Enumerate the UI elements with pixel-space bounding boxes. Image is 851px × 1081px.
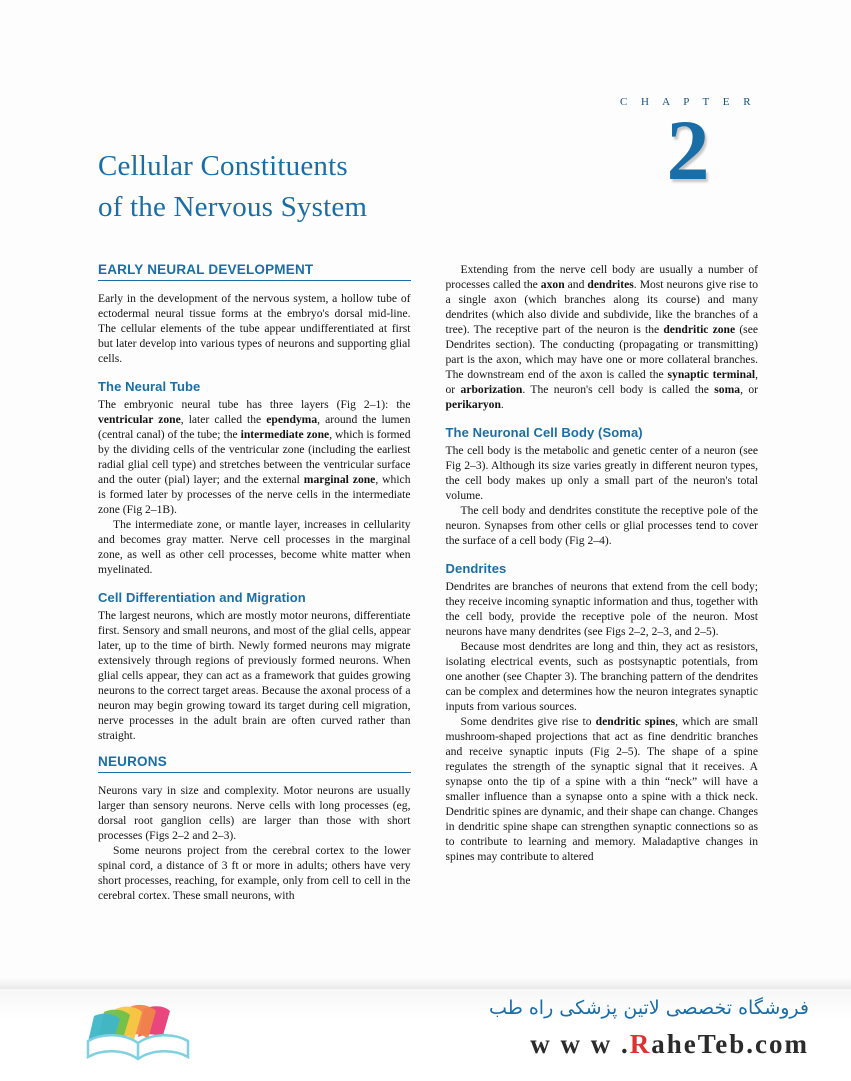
paragraph-dendrites-3	[446, 714, 759, 864]
url-brand-initial: R	[629, 1029, 652, 1059]
section-heading-neurons: NEURONS	[98, 754, 411, 773]
url-suffix: aheTeb.com	[651, 1029, 809, 1059]
text-run: , or	[445, 368, 758, 396]
term-arborization: arborization	[460, 383, 523, 396]
subheading-the-neuronal-cell-body: The Neuronal Cell Body (Soma)	[445, 425, 643, 440]
paragraph-processes-1	[446, 262, 759, 412]
paragraph-dendrites-2: Because most dendrites are long and thin, they act as resistors, isolating electrical events, such as postsynaptic potentials, from one another (see Chapter 3). The branching pattern of the dendrites can be complex and determines how the neuron integrates synaptic inputs from various sources.	[445, 640, 758, 713]
bookstore-logo-icon	[78, 1001, 218, 1063]
body-columns	[98, 262, 758, 982]
text-run: , around the lumen (central canal) of the tube; the	[98, 413, 411, 441]
term-dendritic-zone: dendritic zone	[663, 323, 736, 336]
footer-banner	[0, 988, 851, 1080]
text-run: (see Dendrites section). The conducting (propagating or transmitting) part is the axon, which may have one or more collateral branches. The downstream end of the axon is called the	[445, 323, 758, 381]
text-run: , which is formed later by processes of the nerve cells in the intermediate zone (Fig 2–1B).	[98, 473, 411, 516]
term-marginal-zone: marginal zone	[303, 473, 376, 486]
term-synaptic-terminal: synaptic terminal	[667, 368, 756, 381]
footer-persian-text: فروشگاه تخصصی لاتین پزشکی راه طب	[489, 997, 809, 1019]
term-dendrites: dendrites	[587, 278, 634, 291]
section-heading-early-neural-development: EARLY NEURAL DEVELOPMENT	[98, 262, 411, 281]
term-dendritic-spines: dendritic spines	[595, 715, 676, 728]
text-run: . The neuron's cell body is called the	[522, 383, 715, 396]
chapter-title-line-1: Cellular Constituents	[98, 150, 348, 182]
subheading-the-neural-tube: The Neural Tube	[98, 379, 201, 394]
text-run: The embryonic neural tube has three layers (Fig 2–1): the	[98, 398, 411, 411]
chapter-number: 2	[666, 102, 710, 198]
text-run: .	[500, 398, 504, 411]
term-soma: soma	[714, 383, 741, 396]
text-run: , which are small mushroom-shaped projections that act as fine dendritic branches and receive synaptic inputs (Fig 2–5). The shape of a spine regulates the strength of the synaptic signal that it receives. A synapse onto the tip of a spine with a thin “neck” will have a smaller influence than a synapse onto a spine with a thick neck. Dendritic spines are dynamic, and their shape can change. Changes in dendritic spine shape can strengthen synaptic connections so as to contribute to learning and memory. Maladaptive changes in spines may contribute to altered	[445, 715, 758, 863]
text-run: . Most neurons give rise to a single axon (which branches along its course) and many dendrites (which also divide and subdivide, like the branches of a tree). The receptive part of the neuron is the	[445, 278, 758, 336]
left-column	[98, 262, 411, 982]
paragraph-neurons-2: Some neurons project from the cerebral cortex to the lower spinal cord, a distance of 3 ft or more in adults; others have very short processes, reaching, for example, only from cell to cell in the cerebral cortex. These small neurons, with	[98, 844, 411, 902]
term-perikaryon: perikaryon	[445, 398, 501, 411]
paragraph-neural-tube-2: The intermediate zone, or mantle layer, increases in cellularity and becomes gray matter. Nerve cell processes in the marginal zone, as well as other cell processes, become white matter when myelinated.	[98, 518, 411, 576]
subheading-dendrites: Dendrites	[445, 561, 507, 576]
chapter-title-line-2: of the Nervous System	[98, 191, 368, 224]
url-prefix: w w w .	[530, 1029, 630, 1059]
paragraph-early-dev-intro: Early in the development of the nervous system, a hollow tube of ectodermal neural tissue forms at the embryo's dorsal mid-line. The cellular elements of the tube appear undifferentiated at first but later develop into various types of neurons and supporting glial cells.	[98, 292, 411, 365]
footer-website-url	[530, 1029, 809, 1060]
chapter-header	[583, 96, 793, 198]
right-column	[446, 262, 759, 982]
text-run: and	[564, 278, 588, 291]
page-title	[98, 146, 528, 228]
term-intermediate-zone: intermediate zone	[240, 428, 330, 441]
term-axon: axon	[540, 278, 565, 291]
paragraph-cell-differentiation-1: The largest neurons, which are mostly motor neurons, differentiate first. Sensory and small neurons, and most of the glial cells, appear later, up to the time of birth. Newly formed neurons may migrate extensively through regions of previously formed neurons. When glial cells appear, they can act as a framework that guides growing neurons to the correct target areas. Because the axonal process of a neuron may begin growing toward its target during cell migration, nerve processes in the adult brain are often curved rather than straight.	[98, 609, 411, 742]
text-run: Some dendrites give rise to	[460, 715, 596, 728]
paragraph-neurons-1: Neurons vary in size and complexity. Motor neurons are usually larger than sensory neurons. Nerve cells with long processes (eg, dorsal root ganglion cells) are larger than those with short processes (Figs 2–2 and 2–3).	[98, 784, 411, 842]
term-ependyma: ependyma	[266, 413, 318, 426]
chapter-label: C H A P T E R	[619, 96, 757, 108]
subheading-cell-differentiation-and-migration: Cell Differentiation and Migration	[98, 590, 306, 605]
text-run: Extending from the nerve cell body are usually a number of processes called the	[445, 263, 758, 291]
paragraph-neural-tube-1	[98, 397, 411, 517]
paragraph-dendrites-1: Dendrites are branches of neurons that extend from the cell body; they receive incoming synaptic information and thus, together with the cell body, provide the receptive pole of the neuron. Most neurons have many dendrites (see Figs 2–2, 2–3, and 2–5).	[445, 580, 758, 638]
term-ventricular-zone: ventricular zone	[98, 413, 181, 426]
text-run: , later called the	[180, 413, 267, 426]
paragraph-cell-body-2: The cell body and dendrites constitute the receptive pole of the neuron. Synapses from other cells or glial processes tend to cover the surface of a cell body (Fig 2–4).	[445, 504, 758, 547]
text-run: , or	[740, 383, 758, 396]
paragraph-cell-body-1: The cell body is the metabolic and genetic center of a neuron (see Fig 2–3). Although its size varies greatly in different neuron types, the cell body makes up only a small part of the neuron's total volume.	[445, 444, 758, 502]
text-run: , which is formed by the dividing cells of the ventricular zone (including the earliest radial glial cell type) and stretches between the ventricular surface and the outer (pial) layer; and the external	[98, 428, 411, 486]
